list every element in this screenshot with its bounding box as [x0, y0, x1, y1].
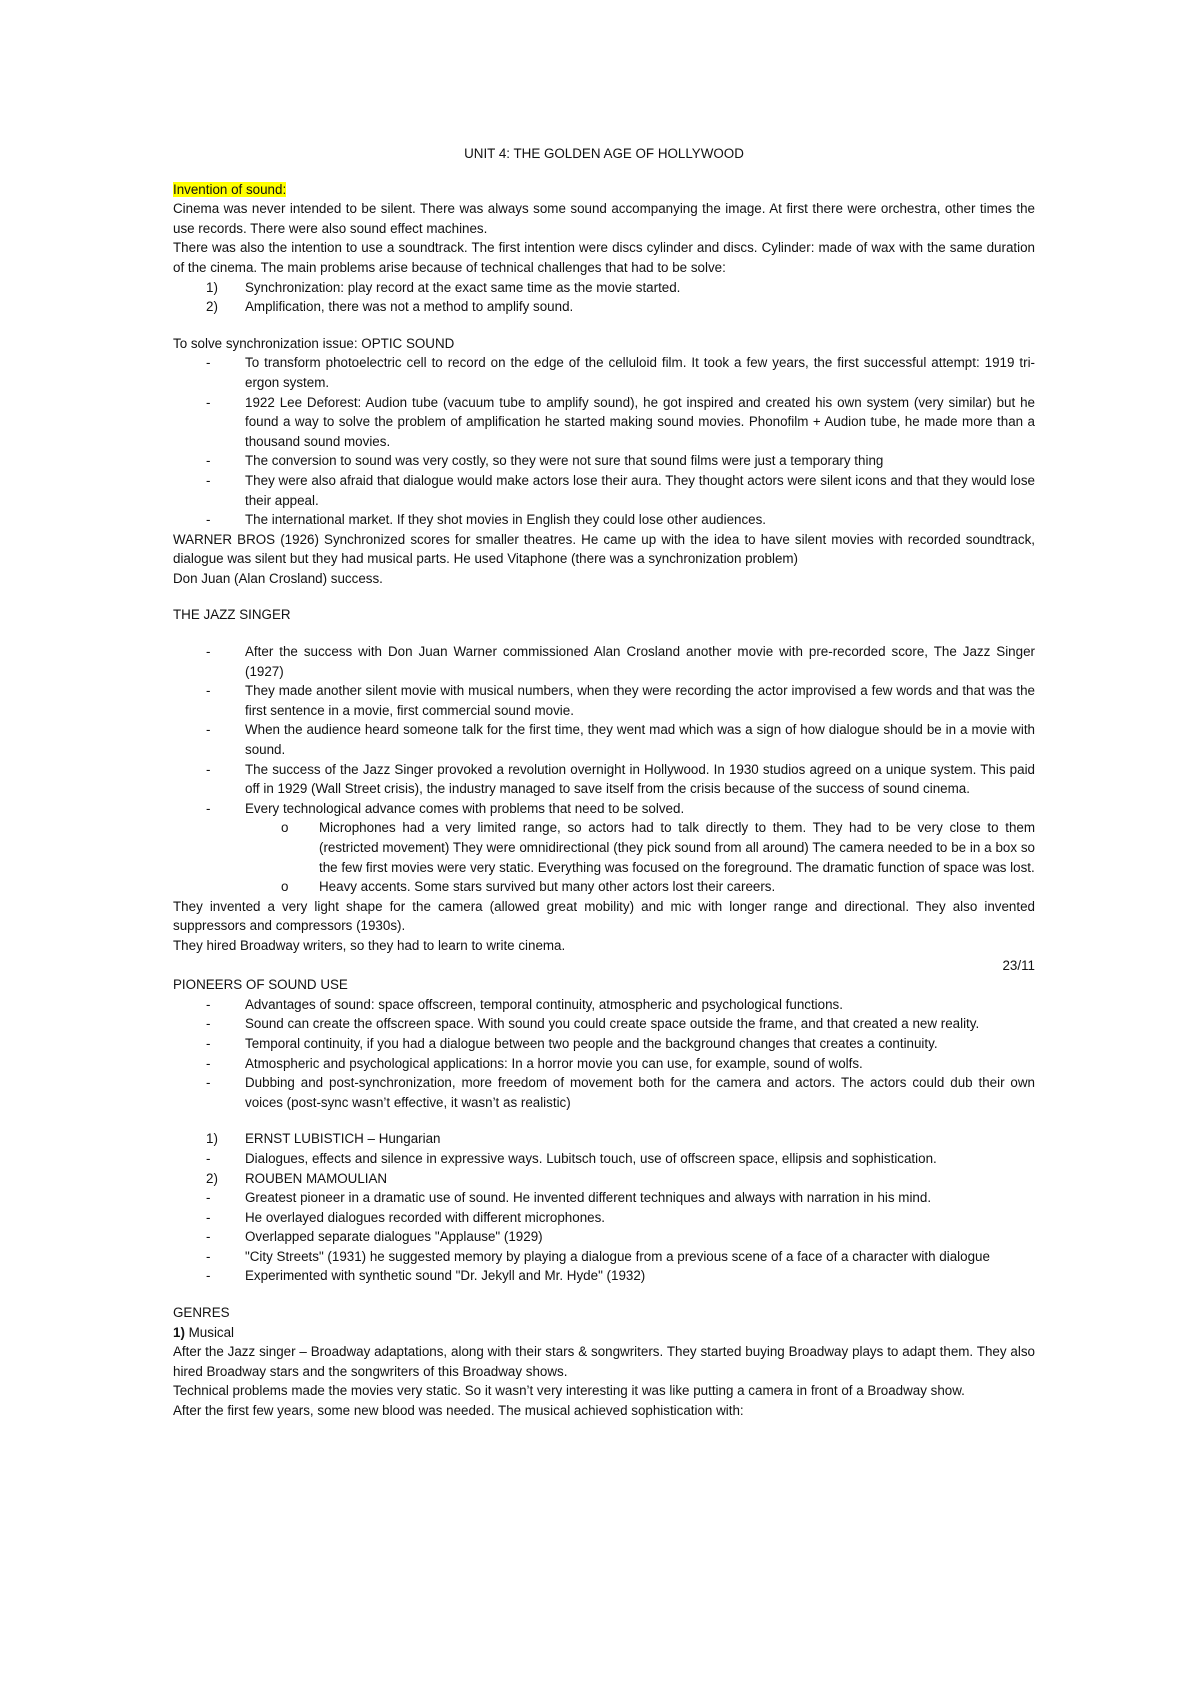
list-item: - When the audience heard someone talk for the first time, they went mad which was a sign of how dialogue should be in a movie with sound. — [173, 720, 1035, 759]
subsection-heading-musical — [173, 1323, 1035, 1343]
list-number: 2) — [206, 1170, 218, 1186]
paragraph: Technical problems made the movies very static. So it wasn’t very interesting it was like putting a camera in front of a Broadway show. — [173, 1383, 965, 1399]
page-title: UNIT 4: THE GOLDEN AGE OF HOLLYWOOD — [464, 146, 744, 161]
list-item — [173, 1129, 1035, 1149]
paragraph: After the first few years, some new blood was needed. The musical achieved sophistication with: — [173, 1403, 744, 1419]
section-heading-optic-sound: To solve synchronization issue: OPTIC SOUND — [173, 335, 455, 351]
paragraph: They invented a very light shape for the camera (allowed great mobility) and mic with longer range and directional. They also invented suppressors and compressors (1930s). — [173, 898, 1035, 934]
sub-list-item: o Microphones had a very limited range, so actors had to talk directly to them. They had to be very close to them (restricted movement) They were omnidirectional (they pick sound from all around) The camera needed to be in a box so the few first movies were very static. Everything was focused on the foreground. The dramatic function of space was lost. — [173, 818, 1035, 877]
list-item-text: ERNST LUBISTICH – Hungarian — [245, 1131, 441, 1147]
list-number: 1) — [206, 279, 218, 295]
list-item: - The success of the Jazz Singer provoked a revolution overnight in Hollywood. In 1930 studios agreed on a unique system. This paid off in 1929 (Wall Street crisis), the industry managed to save itself from the crisis because of the success of sound cinema. — [173, 760, 1035, 799]
paragraph: After the Jazz singer – Broadway adaptations, along with their stars & songwriters. They started buying Broadway plays to adapt them. They also hired Broadway stars and the songwriters of this Broadway shows. — [173, 1344, 1035, 1379]
list-item-text: Amplification, there was not a method to amplify sound. — [245, 299, 574, 315]
subsection-number: 1) — [173, 1324, 185, 1340]
document-body — [173, 144, 1035, 1421]
highlighted-heading: Invention of sound: — [173, 181, 287, 197]
list-item: - 1922 Lee Deforest: Audion tube (vacuum tube to amplify sound), he got inspired and created his own system (very similar) but he found a way to solve the problem of amplification he started making sound movies. Phonofilm + Audion tube, he made more than a thousand sound movies. — [173, 393, 1035, 452]
list-item-text: Synchronization: play record at the exact same time as the movie started. — [245, 279, 681, 295]
list-item: - Greatest pioneer in a dramatic use of sound. He invented different techniques and always with narration in his mind. — [173, 1188, 1035, 1208]
bullet-list — [173, 1188, 1035, 1286]
paragraph: Cinema was never intended to be silent. There was always some sound accompanying the image. At first there were orchestra, other times the use records. There were also sound effect machines. — [173, 201, 1035, 236]
date-note: 23/11 — [1002, 957, 1035, 973]
list-item: - Overlapped separate dialogues "Applause" (1929) — [173, 1227, 1035, 1247]
bullet-list — [173, 642, 1035, 818]
paragraph: Don Juan (Alan Crosland) success. — [173, 570, 383, 586]
list-item: - Dubbing and post-synchronization, more freedom of movement both for the camera and actors. The actors could dub their own voices (post-sync wasn’t effective, it wasn’t as realistic) — [173, 1073, 1035, 1112]
bullet-list — [173, 353, 1035, 529]
section-heading-sound — [173, 180, 1035, 200]
numbered-list — [173, 278, 1035, 317]
list-item: - Dialogues, effects and silence in expressive ways. Lubitsch touch, use of offscreen space, ellipsis and sophistication. — [173, 1149, 1035, 1169]
numbered-list — [173, 1169, 1035, 1189]
paragraph: WARNER BROS (1926) Synchronized scores for smaller theatres. He came up with the idea to have silent movies with recorded soundtrack, dialogue was silent but they had musical parts. He used Vitaphone (there was a synchronization problem) — [173, 531, 1035, 567]
list-item — [173, 297, 1035, 317]
sub-bullet-list — [173, 818, 1035, 896]
section-heading-pioneers: PIONEERS OF SOUND USE — [173, 977, 348, 993]
list-item: - To transform photoelectric cell to record on the edge of the celluloid film. It took a few years, the first successful attempt: 1919 tri-ergon system. — [173, 353, 1035, 392]
list-number: 1) — [206, 1131, 218, 1147]
list-item: - They were also afraid that dialogue would make actors lose their aura. They thought actors were silent icons and that they would lose their appeal. — [173, 471, 1035, 510]
list-item — [173, 1169, 1035, 1189]
section-heading-jazz-singer: THE JAZZ SINGER — [173, 607, 291, 623]
bullet-list — [173, 1149, 1035, 1169]
list-item-text: ROUBEN MAMOULIAN — [245, 1170, 388, 1186]
list-item: - Temporal continuity, if you had a dialogue between two people and the background changes that creates a continuity. — [173, 1034, 1035, 1054]
list-item: - He overlayed dialogues recorded with different microphones. — [173, 1208, 1035, 1228]
list-item: - "City Streets" (1931) he suggested memory by playing a dialogue from a previous scene of a face of a character with dialogue — [173, 1247, 1035, 1267]
numbered-list — [173, 1129, 1035, 1149]
list-item: - After the success with Don Juan Warner commissioned Alan Crosland another movie with pre-recorded score, The Jazz Singer (1927) — [173, 642, 1035, 681]
bullet-list — [173, 995, 1035, 1113]
list-item: - Every technological advance comes with problems that need to be solved. — [173, 799, 1035, 819]
section-heading-genres: GENRES — [173, 1305, 230, 1321]
list-number: 2) — [206, 299, 218, 315]
subsection-label: Musical — [184, 1324, 235, 1340]
list-item: - Atmospheric and psychological applications: In a horror movie you can use, for example, sound of wolfs. — [173, 1054, 1035, 1074]
paragraph: They hired Broadway writers, so they had to learn to write cinema. — [173, 937, 566, 953]
list-item: - Experimented with synthetic sound "Dr. Jekyll and Mr. Hyde" (1932) — [173, 1266, 1035, 1286]
paragraph: There was also the intention to use a soundtrack. The first intention were discs cylinder and discs. Cylinder: made of wax with the same duration of the cinema. The main problems arise because of technical challenges that had to be solve: — [173, 240, 1035, 275]
list-item: - Sound can create the offscreen space. With sound you could create space outside the frame, and that created a new reality. — [173, 1014, 1035, 1034]
list-item: - Advantages of sound: space offscreen, temporal continuity, atmospheric and psychological functions. — [173, 995, 1035, 1015]
list-item: - The international market. If they shot movies in English they could lose other audiences. — [173, 510, 1035, 530]
list-item — [173, 278, 1035, 298]
sub-list-item: o Heavy accents. Some stars survived but many other actors lost their careers. — [173, 877, 1035, 897]
list-item: - They made another silent movie with musical numbers, when they were recording the actor improvised a few words and that was the first sentence in a movie, first commercial sound movie. — [173, 681, 1035, 720]
list-item: - The conversion to sound was very costly, so they were not sure that sound films were just a temporary thing — [173, 451, 1035, 471]
